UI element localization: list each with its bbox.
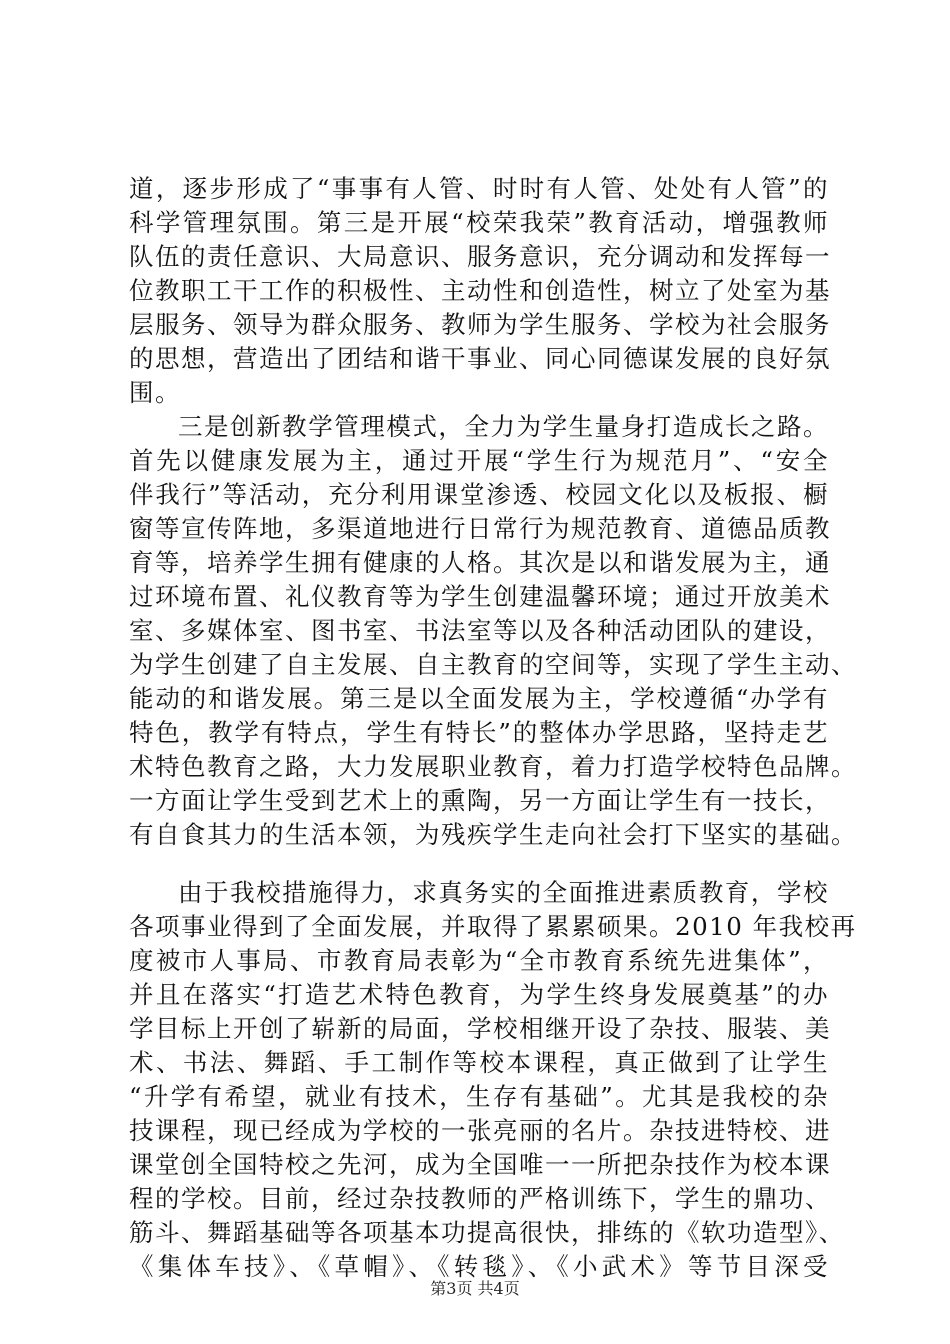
paragraph-2-line: 窗等宣传阵地，多渠道地进行日常行为规范教育、道德品质教 — [129, 514, 831, 543]
paragraph-3-line: 筋斗、舞蹈基础等各项基本功提高很快，排练的《软功造型》、 — [129, 1218, 845, 1247]
paragraph-1-line: 的思想，营造出了团结和谐干事业、同心同德谋发展的良好氛 — [129, 344, 831, 373]
paragraph-2-line: 室、多媒体室、图书室、书法室等以及各种活动团队的建设， — [129, 616, 831, 645]
paragraph-1-line: 围。 — [129, 378, 181, 407]
paragraph-1-line: 科学管理氛围。第三是开展“校荣我荣”教育活动，增强教师 — [129, 208, 829, 237]
paragraph-2-line: 有自食其力的生活本领，为残疾学生走向社会打下坚实的基础。 — [129, 820, 857, 849]
paragraph-3-line: 并且在落实“打造艺术特色教育，为学生终身发展奠基”的办 — [129, 980, 829, 1009]
paragraph-3-line: 程的学校。目前，经过杂技教师的严格训练下，学生的鼎功、 — [129, 1184, 831, 1213]
paragraph-3-line: 术、书法、舞蹈、手工制作等校本课程，真正做到了让学生 — [129, 1048, 829, 1077]
paragraph-2-line: 能动的和谐发展。第三是以全面发展为主，学校遵循“办学有 — [129, 684, 829, 713]
paragraph-2-line: 过环境布置、礼仪教育等为学生创建温馨环境；通过开放美术 — [129, 582, 831, 611]
paragraph-2-line: 一方面让学生受到艺术上的熏陶，另一方面让学生有一技长， — [129, 786, 831, 815]
paragraph-1-line: 道，逐步形成了“事事有人管、时时有人管、处处有人管”的 — [129, 174, 829, 203]
paragraph-3-line: 技课程，现已经成为学校的一张亮丽的名片。杂技进特校、进 — [129, 1116, 831, 1145]
paragraph-2-line: 术特色教育之路，大力发展职业教育，着力打造学校特色品牌。 — [129, 752, 857, 781]
paragraph-2-line: 育等，培养学生拥有健康的人格。其次是以和谐发展为主，通 — [129, 548, 831, 577]
paragraph-3-line: 学目标上开创了崭新的局面，学校相继开设了杂技、服装、美 — [129, 1014, 831, 1043]
paragraph-3-line: “升学有希望，就业有技术，生存有基础”。尤其是我校的杂 — [129, 1082, 829, 1111]
paragraph-2-line: 特色，教学有特点，学生有特长”的整体办学思路，坚持走艺 — [129, 718, 829, 747]
paragraph-2-line: 为学生创建了自主发展、自主教育的空间等，实现了学生主动、 — [129, 650, 857, 679]
paragraph-3-line: 各项事业得到了全面发展，并取得了累累硕果。2010 年我校再 — [129, 912, 857, 941]
paragraph-1-line: 层服务、领导为群众服务、教师为学生服务、学校为社会服务 — [129, 310, 831, 339]
paragraph-2-line: 首先以健康发展为主，通过开展“学生行为规范月”、“安全 — [129, 446, 829, 475]
paragraph-2-line: 伴我行”等活动，充分利用课堂渗透、校园文化以及板报、橱 — [129, 480, 829, 509]
paragraph-1-line: 队伍的责任意识、大局意识、服务意识，充分调动和发挥每一 — [129, 242, 831, 271]
paragraph-3-line: 度被市人事局、市教育局表彰为“全市教育系统先进集体”， — [129, 946, 829, 975]
paragraph-2-line: 三是创新教学管理模式，全力为学生量身打造成长之路。 — [178, 412, 829, 441]
paragraph-3-line: 《集体车技》、《草帽》、《转毯》、《小武术》等节目深受 — [129, 1252, 829, 1281]
paragraph-3-line: 由于我校措施得力，求真务实的全面推进素质教育，学校 — [178, 878, 829, 907]
paragraph-1-line: 位教职工干工作的积极性、主动性和创造性，树立了处室为基 — [129, 276, 831, 305]
page-number-footer: 第3页 共4页 — [430, 1279, 520, 1298]
paragraph-3-line: 课堂创全国特校之先河，成为全国唯一一所把杂技作为校本课 — [129, 1150, 831, 1179]
